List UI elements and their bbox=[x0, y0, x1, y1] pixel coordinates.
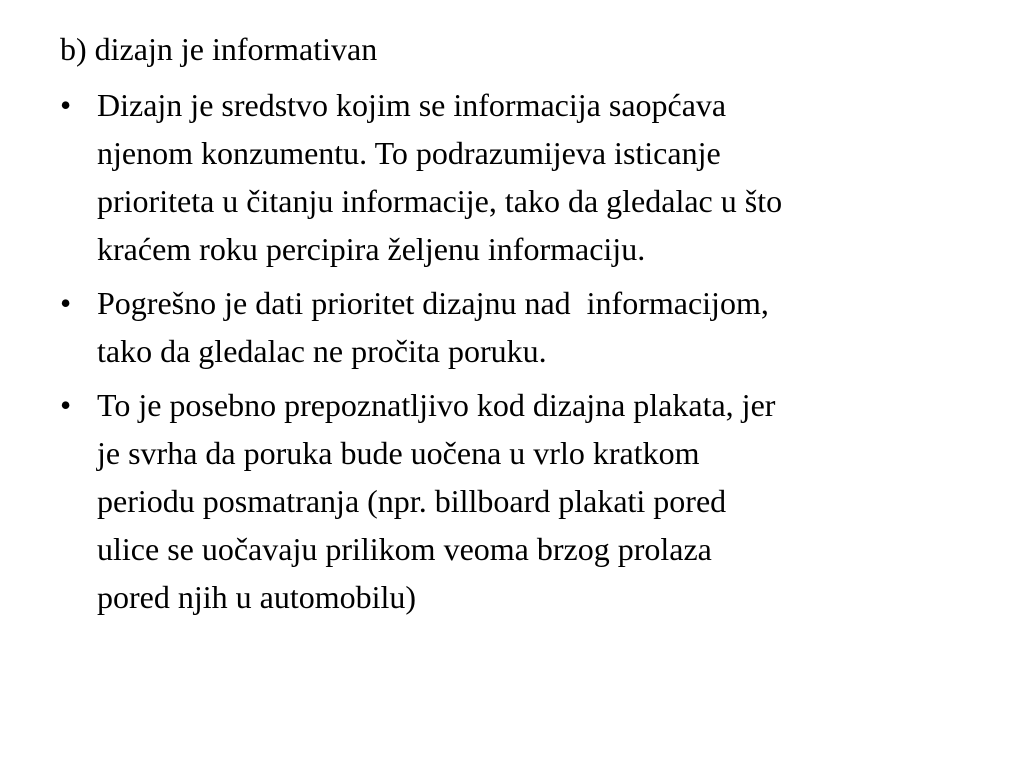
bullet-text-line: kraćem roku percipira željenu informaciju. bbox=[97, 231, 646, 267]
bullet-icon: • bbox=[60, 387, 72, 423]
bullet-text-line: prioriteta u čitanju informacije, tako da gledalac u što bbox=[97, 183, 783, 219]
bullet-text-line: To je posebno prepoznatljivo kod dizajna plakata, jer bbox=[97, 387, 776, 423]
bullet-text-line: njenom konzumentu. To podrazumijeva isticanje bbox=[97, 135, 721, 171]
bullet-text-line: ulice se uočavaju prilikom veoma brzog prolaza bbox=[97, 531, 712, 567]
bullet-text-line: je svrha da poruka bude uočena u vrlo kratkom bbox=[97, 435, 700, 471]
bullet-list bbox=[60, 81, 960, 627]
slide-heading: b) dizajn je informativan bbox=[60, 31, 378, 67]
bullet-icon: • bbox=[60, 285, 72, 321]
bullet-item-1 bbox=[60, 81, 960, 273]
bullet-text-line: Pogrešno je dati prioritet dizajnu nad informacijom, bbox=[97, 285, 769, 321]
bullet-text-line: pored njih u automobilu) bbox=[97, 579, 417, 615]
bullet-item-3 bbox=[60, 381, 960, 621]
bullet-text-line: periodu posmatranja (npr. billboard plakati pored bbox=[97, 483, 727, 519]
bullet-item-2 bbox=[60, 279, 960, 375]
bullet-text-line: tako da gledalac ne pročita poruku. bbox=[97, 333, 547, 369]
bullet-icon: • bbox=[60, 87, 72, 123]
bullet-text-line: Dizajn je sredstvo kojim se informacija saopćava bbox=[97, 87, 727, 123]
